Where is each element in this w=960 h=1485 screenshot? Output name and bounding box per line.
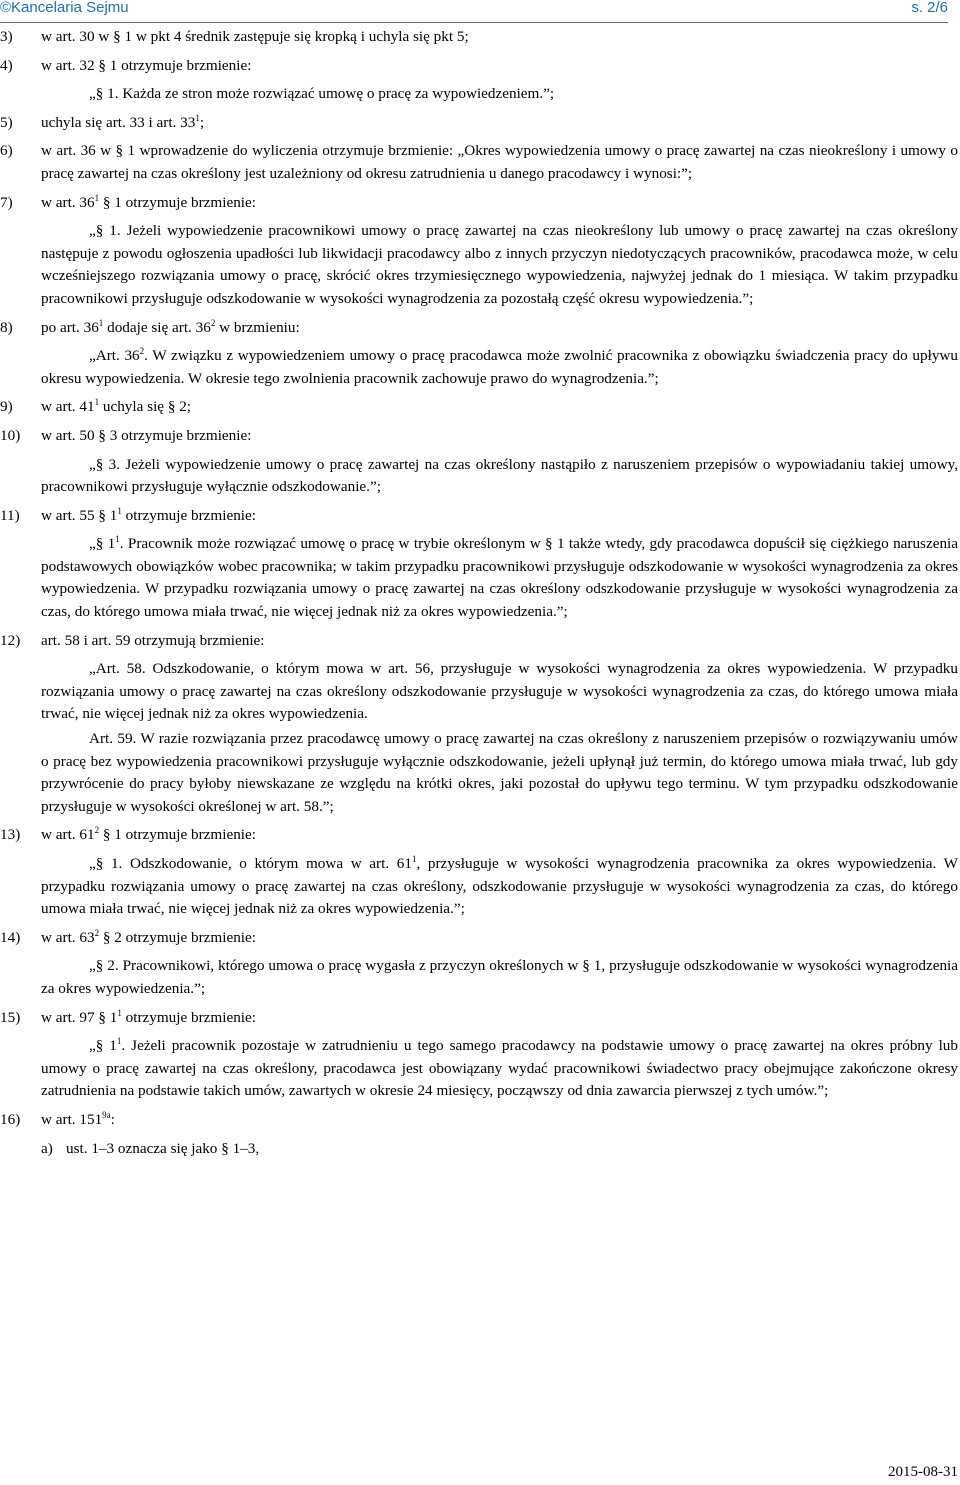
list-item (0, 425, 958, 448)
item-number: 8) (0, 318, 13, 336)
list-item (0, 140, 958, 185)
item-text: w art. 50 § 3 otrzymuje brzmienie: (41, 426, 252, 444)
page-number: s. 2/6 (911, 0, 948, 16)
item-number: 12) (0, 631, 21, 649)
quoted-provision: „§ $1^1$. Jeżeli pracownik pozostaje w zatrudnieniu u tego samego pracodawcy na podstawie umowy o pracę zawartej na okres próbny lub umowy o pracę zawartej na czas określony, pracodawca jest obowiązany wydać pracownikowi świadectwo pracy obejmujące zakończone okresy zatrudnienia na podstawie takich umów, zawartych w okresie 24 miesięcy, począwszy od dnia zawarcia pierwszej z tych umów.”; (41, 1036, 958, 1100)
item-number: 15) (0, 1008, 21, 1026)
item-number: 4) (0, 56, 13, 74)
list-item (0, 1109, 958, 1132)
document-body (0, 20, 958, 1160)
item-text: w art. 55 § $1^1$ otrzymuje brzmienie: (41, 505, 256, 524)
item-number: 3) (0, 28, 13, 45)
item-text: w art. 30 w § 1 w pkt 4 średnik zastępuje się kropką i uchyla się pkt 5; (41, 28, 469, 45)
item-text: uchyla się art. 33 i art. $33^1$; (41, 112, 205, 131)
item-number: 5) (0, 113, 13, 131)
item-text: w art. $63^2$ § 2 otrzymuje brzmienie: (41, 927, 256, 946)
list-item (0, 55, 958, 78)
quoted-provision: „§ $1^1$. Pracownik może rozwiązać umowę o pracę w trybie określonym w § 1 także wtedy, gdy pracodawca dopuścił się ciężkiego naruszenia podstawowych obowiązków wobec pracownika; w takim przypadku pracownikowi przysługuje odszkodowanie w wysokości wynagrodzenia za okres wypowiedzenia. W przypadku rozwiązania umowy o pracę zawartej na czas określony odszkodowanie przysługuje w wysokości wynagrodzenia za czas, do którego umowa miała trwać, nie więcej jednak niż za okres wypowiedzenia.”; (41, 534, 958, 621)
quoted-provision: Art. 59. W razie rozwiązania przez pracodawcę umowy o pracę zawartej na czas określony z naruszeniem przepisów o rozwiązywaniu umów o pracę bez wypowiedzenia pracownikowi przysługuje wyłącznie odszkodowanie, jeżeli upłynął już termin, do którego umowa miała trwać, lub gdy przywrócenie do pracy byłoby niewskazane ze względu na krótki okres, jaki pozostał do upływu tego terminu. W tym przypadku odszkodowanie przysługuje w wysokości określonej w art. 58.”; (41, 730, 958, 815)
list-item (0, 26, 958, 49)
item-text: art. 58 i art. 59 otrzymują brzmienie: (41, 631, 265, 649)
item-number: 14) (0, 928, 21, 946)
quoted-provision: „Art. 58. Odszkodowanie, o którym mowa w art. 56, przysługuje w wysokości wynagrodzenia za okres wypowiedzenia. W przypadku rozwiązania umowy o pracę zawartej na czas określony odszkodowanie przysługuje w wysokości wynagrodzenia za czas, do którego umowa miała trwać, nie więcej jednak niż za okres wypowiedzenia. (41, 660, 958, 723)
list-item (0, 112, 958, 135)
quoted-provision: „Art. $36^2$. W związku z wypowiedzeniem umowy o pracę pracodawca może zwolnić pracownika z obowiązku świadczenia pracy do upływu okresu wypowiedzenia. W okresie tego zwolnienia pracownik zachowuje prawo do wynagrodzenia.”; (41, 346, 958, 387)
quoted-provision: „§ 1. Każda ze stron może rozwiązać umowę o pracę za wypowiedzeniem.”; (89, 85, 555, 103)
quoted-provision: „§ 1. Odszkodowanie, o którym mowa w art. $61^1$, przysługuje w wysokości wynagrodzenia pracownika za okres wypowiedzenia. W przypadku rozwiązania umowy o pracę zawartej na czas określony, odszkodowanie przysługuje w wysokości wynagrodzenia za czas, do którego umowa miała trwać, nie więcej jednak niż za okres wypowiedzenia.”; (41, 854, 958, 918)
list-item (0, 630, 958, 653)
list-item (0, 927, 958, 950)
quoted-provision: „§ 2. Pracownikowi, którego umowa o pracę wygasła z przyczyn określonych w § 1, przysługuje odszkodowanie w wysokości wynagrodzenia za okres wypowiedzenia.”; (41, 957, 958, 997)
item-text: w art. 32 § 1 otrzymuje brzmienie: (41, 56, 252, 74)
list-item (0, 1007, 958, 1030)
item-number: 6) (0, 142, 13, 160)
footer-date: 2015-08-31 (888, 1464, 958, 1480)
item-number: 13) (0, 826, 21, 844)
list-item (0, 505, 958, 528)
copyright-label: ©Kancelaria Sejmu (0, 0, 129, 16)
item-number: 9) (0, 398, 13, 416)
item-number: 10) (0, 426, 21, 444)
item-text: w art. 36 w § 1 wprowadzenie do wyliczenia otrzymuje brzmienie: „Okres wypowiedzenia umowy o pracę zawartej na czas nieokreślony i umowy o pracę zawartej na czas określony jest uzależniony od okresu zatrudnienia u danego pracodawcy i wynosi:”; (41, 142, 958, 182)
item-text: w art. 97 § $1^1$ otrzymuje brzmienie: (41, 1007, 256, 1026)
sub-item-letter: a) (41, 1139, 53, 1157)
list-item (0, 824, 958, 847)
list-item (0, 396, 958, 419)
sub-item-text: ust. 1–3 oznacza się jako § 1–3, (66, 1139, 260, 1157)
item-text: w art. $61^2$ § 1 otrzymuje brzmienie: (41, 825, 256, 844)
list-item (0, 192, 958, 215)
quoted-provision: „§ 1. Jeżeli wypowiedzenie pracownikowi umowy o pracę zawartej na czas nieokreślony lub umowy o pracę zawartej na czas określony następuje z powodu ogłoszenia upadłości lub likwidacji pracodawcy albo z innych przyczyn niedotyczących pracowników, pracodawca może, w celu wcześniejszego rozwiązania umowy o pracę, skrócić okres trzymiesięcznego wypowiedzenia, najwyżej jednak do 1 miesiąca. W takim przypadku pracownikowi przysługuje odszkodowanie w wysokości wynagrodzenia za pozostałą część okresu wypowiedzenia.”; (41, 222, 958, 307)
item-number: 11) (0, 506, 20, 524)
item-number: 7) (0, 193, 13, 211)
item-text: w art. $41^1$ uchyla się § 2; (41, 397, 192, 416)
list-item (0, 317, 958, 340)
item-text: w art. $151^{9a}$: (41, 1109, 115, 1128)
quoted-provision: „§ 3. Jeżeli wypowiedzenie umowy o pracę zawartej na czas określony nastąpiło z naruszeniem przepisów o wypowiadaniu takiej umowy, pracownikowi przysługuje wyłącznie odszkodowanie.”; (41, 455, 958, 496)
item-number: 16) (0, 1110, 21, 1128)
sub-item (0, 1138, 958, 1161)
item-text: w art. $36^1$ § 1 otrzymuje brzmienie: (41, 192, 256, 211)
item-text: po art. $36^1$ dodaje się art. $36^2$ w brzmieniu: (41, 317, 300, 336)
